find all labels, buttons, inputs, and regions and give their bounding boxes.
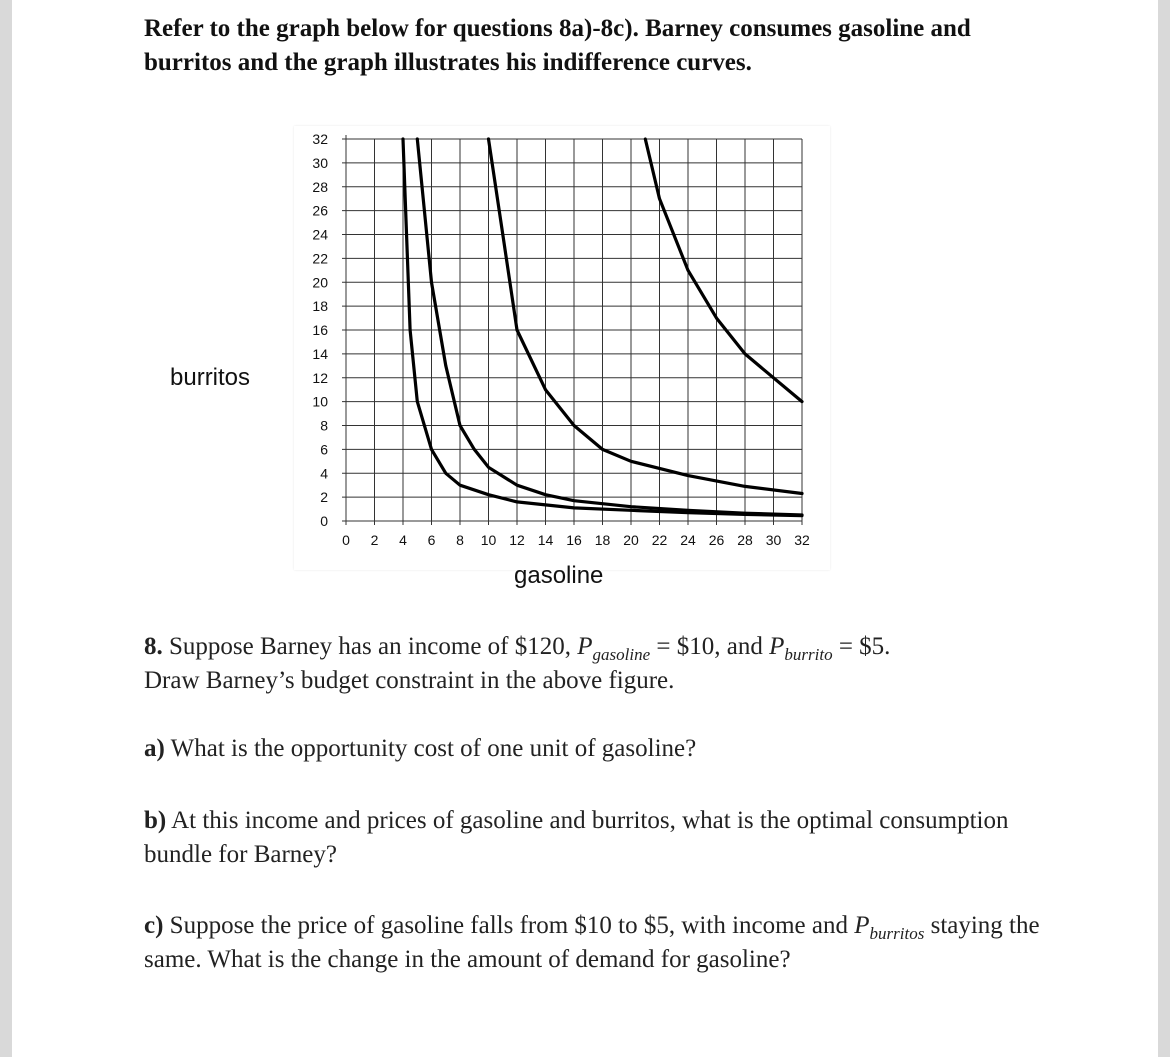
question-8a-text: What is the opportunity cost of one unit of gasoline? <box>164 735 697 762</box>
x-tick-labels <box>342 532 810 548</box>
question-8c-text-1: Suppose the price of gasoline falls from $10 to $5, with income and <box>163 912 855 939</box>
x-tick-label: 12 <box>509 532 525 548</box>
question-8 <box>144 630 1044 698</box>
y-axis-label: burritos <box>170 364 251 391</box>
y-tick-label: 26 <box>312 202 328 219</box>
question-8a <box>144 732 1044 766</box>
x-tick-label: 8 <box>456 532 464 548</box>
subscript-burritos: burritos <box>869 924 925 943</box>
x-tick-label: 28 <box>737 532 753 548</box>
y-tick-label: 6 <box>320 441 328 458</box>
question-8b <box>144 804 1044 872</box>
question-8-line-2: Draw Barney’s budget constraint in the above figure. <box>144 667 675 694</box>
x-tick-label: 2 <box>370 532 379 548</box>
indifference-curve-3 <box>489 139 803 494</box>
question-8-text-1: Suppose Barney has an income of $120, <box>162 633 578 660</box>
y-tick-label: 30 <box>312 154 328 171</box>
y-tick-label: 28 <box>312 178 328 195</box>
indifference-curve-4 <box>645 139 802 402</box>
y-tick-label: 22 <box>312 250 328 267</box>
x-tick-label: 22 <box>651 532 668 548</box>
p-symbol: P <box>577 633 593 660</box>
x-tick-label: 4 <box>399 532 407 548</box>
y-tick-label: 12 <box>312 369 328 386</box>
x-tick-label: 14 <box>537 532 554 548</box>
y-tick-label: 10 <box>312 393 328 410</box>
x-tick-label: 30 <box>765 532 782 548</box>
question-8b-text: At this income and prices of gasoline and burritos, what is the optimal consumption bundle for Barney? <box>144 807 1009 868</box>
question-8-number: 8. <box>144 633 163 660</box>
y-tick-label: 0 <box>320 513 328 529</box>
x-tick-label: 18 <box>594 532 611 548</box>
indifference-curve-chart <box>12 0 1158 1057</box>
page <box>12 0 1158 1057</box>
x-tick-label: 26 <box>708 532 725 548</box>
y-tick-label: 20 <box>312 274 328 291</box>
x-tick-label: 24 <box>680 532 696 548</box>
question-8c-label: c) <box>144 912 164 939</box>
question-8-text-2: = $10, and <box>650 633 770 660</box>
y-tick-label: 14 <box>312 345 328 362</box>
x-tick-label: 6 <box>427 532 436 548</box>
p-symbol: P <box>854 912 870 939</box>
y-tick-label: 16 <box>312 322 328 338</box>
x-tick-label: 20 <box>623 532 639 548</box>
subscript-gasoline: gasoline <box>592 645 651 664</box>
x-tick-label: 0 <box>342 532 350 548</box>
p-symbol: P <box>769 633 785 660</box>
question-8c <box>144 909 1044 977</box>
question-8a-label: a) <box>144 735 165 762</box>
y-tick-label: 24 <box>312 226 328 243</box>
x-axis-label: gasoline <box>514 562 604 589</box>
subscript-burrito: burrito <box>784 645 833 664</box>
y-tick-label: 32 <box>312 131 328 147</box>
x-tick-label: 32 <box>794 532 810 548</box>
y-tick-label: 8 <box>320 417 328 434</box>
y-tick-label: 4 <box>320 465 328 482</box>
question-8b-label: b) <box>144 807 167 834</box>
question-8-text-3: = $5. <box>832 633 891 660</box>
x-tick-label: 10 <box>480 532 497 548</box>
y-tick-label: 2 <box>320 489 328 506</box>
indifference-curve-2 <box>417 139 802 515</box>
y-tick-label: 18 <box>312 298 328 315</box>
y-tick-labels <box>312 131 328 529</box>
question-8c-text-2: staying the same. What is the change in the amount of demand for gasoline? <box>144 912 1040 973</box>
x-tick-label: 16 <box>566 532 582 548</box>
intro-text: Refer to the graph below for questions 8a)-8c). Barney consumes gasoline and burritos and the graph illustrates his indifference curves. <box>144 15 971 76</box>
